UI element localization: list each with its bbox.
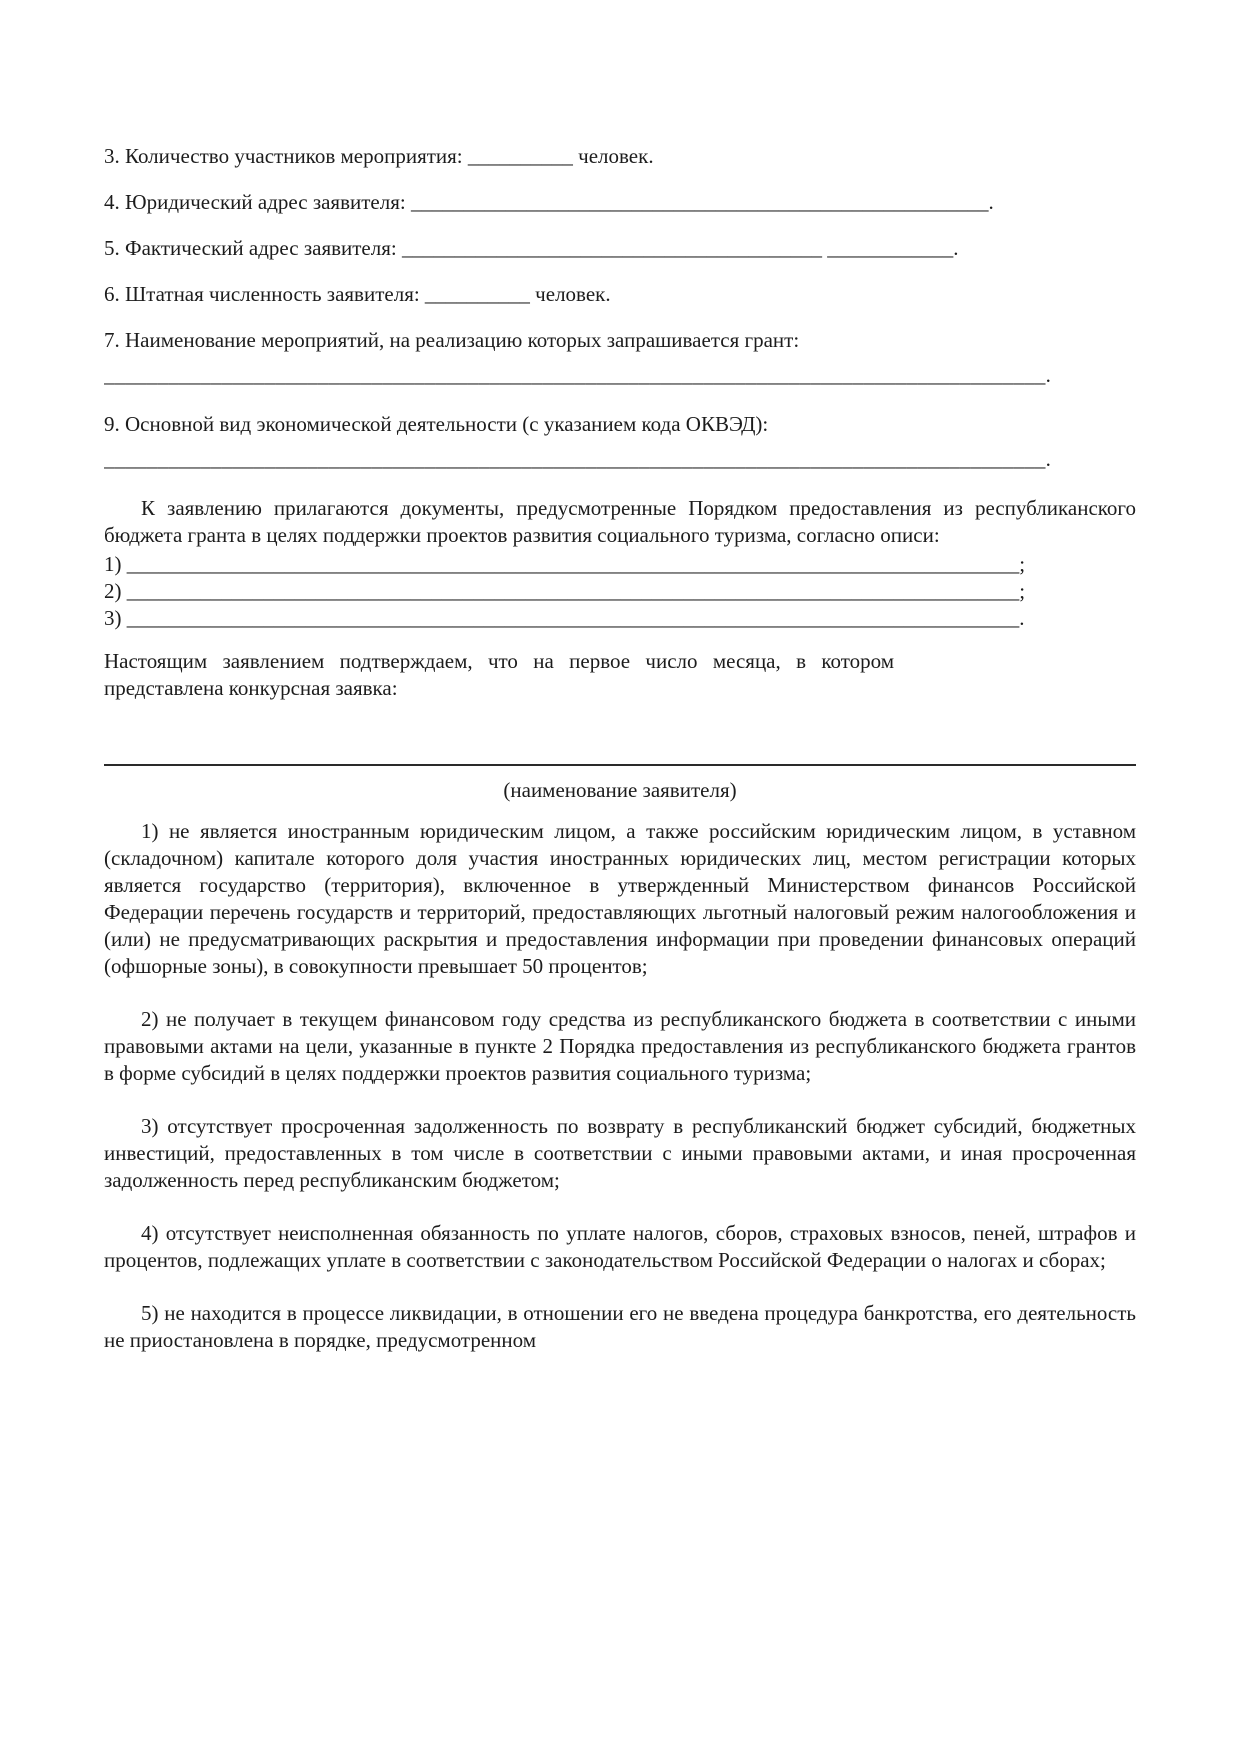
clause-3-no-overdue-debt: 3) отсутствует просроченная задолженность по возврату в республиканский бюджет субсидий, бюджетных инвестиций, предоставленных в том числе в соответствии с иными правовыми актами, и иная просроченная задолженность перед республиканским бюджетом; [104, 1113, 1136, 1192]
field-grant-events-blank: ________________________________________________________________________________________. [104, 363, 1052, 387]
attachment-blank-3: 3) _____________________________________________________________________________________. [104, 606, 1025, 630]
field-okved-blank: ________________________________________________________________________________________. [104, 447, 1052, 471]
attachment-blank-1: 1) _____________________________________________________________________________________; [104, 552, 1026, 576]
attachments-intro: К заявлению прилагаются документы, предусмотренные Порядком предоставления из республиканского бюджета гранта в целях поддержки проектов развития социального туризма, согласно описи: [104, 496, 1136, 547]
field-participants-count: 3. Количество участников мероприятия: __________ человек. [104, 144, 654, 168]
field-grant-events-label: 7. Наименование мероприятий, на реализацию которых запрашивается грант: [104, 328, 800, 352]
clause-2-no-other-budget-funds: 2) не получает в текущем финансовом году средства из республиканского бюджета в соответствии с иными правовыми актами на цели, указанные в пункте 2 Порядка предоставления из республиканского бюджета грантов в форме субсидий в целях поддержки проектов развития социального туризма; [104, 1006, 1136, 1085]
field-actual-address: 5. Фактический адрес заявителя: ________________________________________ ____________. [104, 236, 959, 260]
clause-1-foreign-entity: 1) не является иностранным юридическим лицом, а также российским юридическим лицом, в уставном (складочном) капитале которого доля участия иностранных юридических лиц, местом регистрации которых является государство (территория), включенное в утвержденный Министерством финансов Российской Федерации перечень государств и территорий, предоставляющих льготный налоговый режим налогообложения и (или) не предусматривающих раскрытия и предоставления информации при проведении финансовых операций (офшорные зоны), в совокупности превышает 50 процентов; [104, 818, 1136, 978]
clause-5-no-liquidation: 5) не находится в процессе ликвидации, в отношении его не введена процедура банкротства, его деятельность не приостановлена в порядке, предусмотренном [104, 1300, 1136, 1352]
confirmation-intro: Настоящим заявлением подтверждаем, что на первое число месяца, в котором представлена конкурсная заявка: [104, 649, 894, 700]
attachment-blank-2: 2) _____________________________________________________________________________________; [104, 579, 1026, 603]
applicant-name-line [104, 764, 1136, 766]
spacer [104, 481, 1136, 495]
applicant-name-caption: (наименование заявителя) [503, 777, 737, 802]
field-okved-label: 9. Основной вид экономической деятельности (с указанием кода ОКВЭД): [104, 412, 769, 436]
field-staff-count: 6. Штатная численность заявителя: __________ человек. [104, 282, 611, 306]
clause-4-no-unpaid-taxes: 4) отсутствует неисполненная обязанность по уплате налогов, сборов, страховых взносов, пеней, штрафов и процентов, подлежащих уплате в соответствии с законодательством Российской Федерации о налогах и сборах; [104, 1220, 1136, 1272]
spacer [104, 397, 1136, 411]
field-legal-address: 4. Юридический адрес заявителя: _______________________________________________________. [104, 190, 994, 214]
